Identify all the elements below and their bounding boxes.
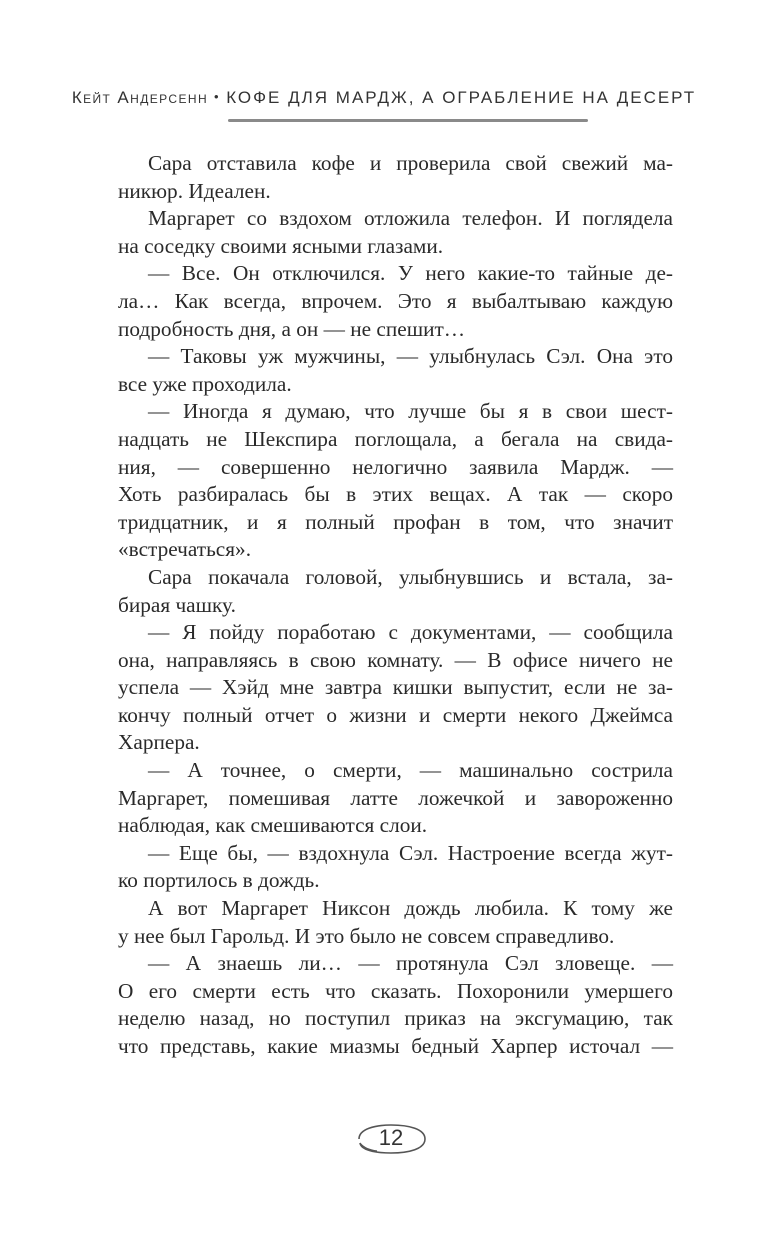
header-book-title: КОФЕ ДЛЯ МАРДЖ, А ОГРАБЛЕНИЕ НА ДЕСЕРТ xyxy=(226,88,697,107)
header-author: Кейт Андерсенн xyxy=(71,88,209,107)
text-line: у нее был Гарольд. И это было не совсем справедливо. xyxy=(118,923,615,948)
text-line: Маргарет, помешивая латте ложечкой и завороженно xyxy=(118,785,673,810)
header-underline xyxy=(228,119,588,122)
text-line: — Я пойду поработаю с документами, — сообщила xyxy=(148,620,673,645)
text-line: неделю назад, но поступил приказ на эксгумацию, так xyxy=(118,1006,673,1031)
text-line: — Еще бы, — вздохнула Сэл. Настроение всегда жут- xyxy=(148,840,673,865)
text-line: подробность дня, а он — не спешит… xyxy=(118,316,466,341)
text-line: ния, — совершенно нелогично заявила Мардж. — xyxy=(118,454,673,479)
text-line: успела — Хэйд мне завтра кишки выпустит, если не за- xyxy=(118,675,673,700)
text-line: что представь, какие миазмы бедный Харпер источал — xyxy=(118,1034,673,1058)
page-body-text xyxy=(118,150,673,1061)
text-line: — Таковы уж мужчины, — улыбнулась Сэл. Она это xyxy=(148,344,673,369)
text-line: — А знаешь ли… — протянула Сэл зловеще. — xyxy=(148,951,673,976)
page-number-badge xyxy=(351,1121,431,1157)
text-line: кончу полный отчет о жизни и смерти некого Джеймса xyxy=(118,702,673,727)
header-separator: • xyxy=(214,89,221,104)
text-line: на соседку своими ясными глазами. xyxy=(118,233,444,258)
text-line: ко портилось в дождь. xyxy=(118,868,320,893)
running-header xyxy=(0,88,768,108)
text-line: Маргарет со вздохом отложила телефон. И поглядела xyxy=(148,206,673,231)
text-line: О его смерти есть что сказать. Похоронили умершего xyxy=(118,978,673,1003)
text-line: «встречаться». xyxy=(118,537,252,562)
text-line: Сара покачала головой, улыбнувшись и встала, за- xyxy=(148,564,673,589)
text-line: никюр. Идеален. xyxy=(118,178,271,203)
text-line: бирая чашку. xyxy=(118,592,236,617)
text-line: надцать не Шекспира поглощала, а бегала на свида- xyxy=(118,426,673,451)
text-line: Сара отставила кофе и проверила свой свежий ма- xyxy=(148,151,673,175)
text-line: Хоть разбиралась бы в этих вещах. А так — скоро xyxy=(118,482,673,507)
text-line: тридцатник, и я полный профан в том, что значит xyxy=(118,509,673,534)
text-line: наблюдая, как смешиваются слои. xyxy=(118,813,428,838)
text-line: — Все. Он отключился. У него какие-то тайные де- xyxy=(148,261,673,286)
text-line: — А точнее, о смерти, — машинально сострила xyxy=(148,758,673,783)
text-line: А вот Маргарет Никсон дождь любила. К тому же xyxy=(148,896,673,921)
page-number: 12 xyxy=(378,1125,404,1150)
text-line: Харпера. xyxy=(118,730,200,755)
text-line: ла… Как всегда, впрочем. Это я выбалтываю каждую xyxy=(118,288,673,313)
text-line: все уже проходила. xyxy=(118,371,292,396)
text-line: она, направляясь в свою комнату. — В офисе ничего не xyxy=(118,647,673,672)
text-line: — Иногда я думаю, что лучше бы я в свои шест- xyxy=(148,399,673,424)
